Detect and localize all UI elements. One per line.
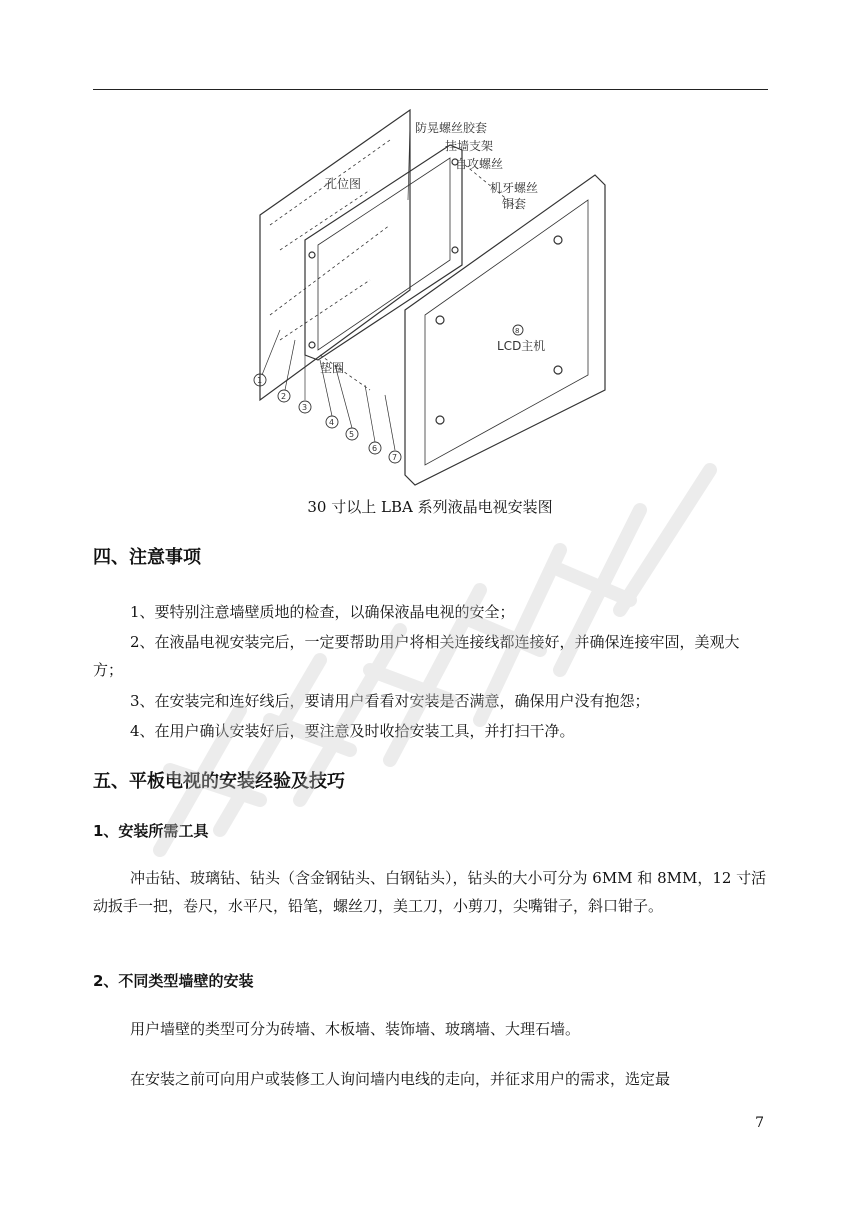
note-item-2: 2、在液晶电视安装完后，一定要帮助用户将相关连接线都连接好，并确保连接牢固，美观大方； (93, 633, 740, 679)
callout-circles (254, 325, 523, 463)
subsection-2-title: 2、不同类型墙壁的安装 (93, 972, 254, 990)
wall-panel (260, 110, 410, 400)
wall-install-paragraph: 在安装之前可向用户或装修工人询问墙内电线的走向，并征求用户的需求，选定最 (130, 1070, 671, 1088)
callout-6: 6 (372, 444, 378, 453)
label-machine-screw: 机牙螺丝 (490, 181, 539, 195)
label-anti-loose: 防晃螺丝胶套 (415, 121, 488, 135)
figure-caption: 30 寸以上 LBA 系列液晶电视安装图 (307, 498, 553, 516)
callout-1: 1 (257, 376, 263, 385)
lcd-unit (405, 175, 605, 485)
subsection-1-title: 1、安装所需工具 (93, 822, 209, 840)
section-5-title: 五、平板电视的安装经验及技巧 (93, 771, 345, 792)
callout-4: 4 (329, 418, 335, 427)
installation-diagram (240, 100, 620, 490)
note-item-4: 4、在用户确认安装好后，要注意及时收拾安装工具，并打扫干净。 (130, 722, 575, 740)
label-hole-position: 孔位图 (325, 177, 362, 191)
page-number: 7 (755, 1115, 764, 1131)
label-bracket: 挂墙支架 (445, 139, 494, 153)
label-copper-sleeve: 铜套 (502, 197, 527, 211)
note-item-1: 1、要特别注意墙壁质地的检查，以确保液晶电视的安全； (130, 603, 515, 621)
note-item-3: 3、在安装完和连好线后，要请用户看看对安装是否满意，确保用户没有抱怨； (130, 692, 650, 710)
label-self-tap: 自攻螺丝 (455, 157, 504, 171)
callout-7: 7 (392, 453, 398, 462)
callout-8: 8 (515, 327, 520, 335)
section-4-title: 四、注意事项 (93, 547, 201, 568)
label-washer: 垫圈 (320, 361, 345, 375)
callout-5: 5 (349, 430, 355, 439)
callout-3: 3 (302, 403, 308, 412)
tools-paragraph: 冲击钻、玻璃钻、钻头（含金钢钻头、白钢钻头），钻头的大小可分为 6MM 和 8MM，12 寸活动扳手一把，卷尺，水平尺，铅笔，螺丝刀，美工刀，小剪刀，尖嘴钳子，斜口钳子。 (93, 869, 767, 915)
wall-types-paragraph: 用户墙壁的类型可分为砖墙、木板墙、装饰墙、玻璃墙、大理石墙。 (130, 1020, 581, 1038)
callout-2: 2 (281, 392, 287, 401)
label-lcd: LCD主机 (497, 339, 546, 353)
header-rule (93, 89, 768, 90)
